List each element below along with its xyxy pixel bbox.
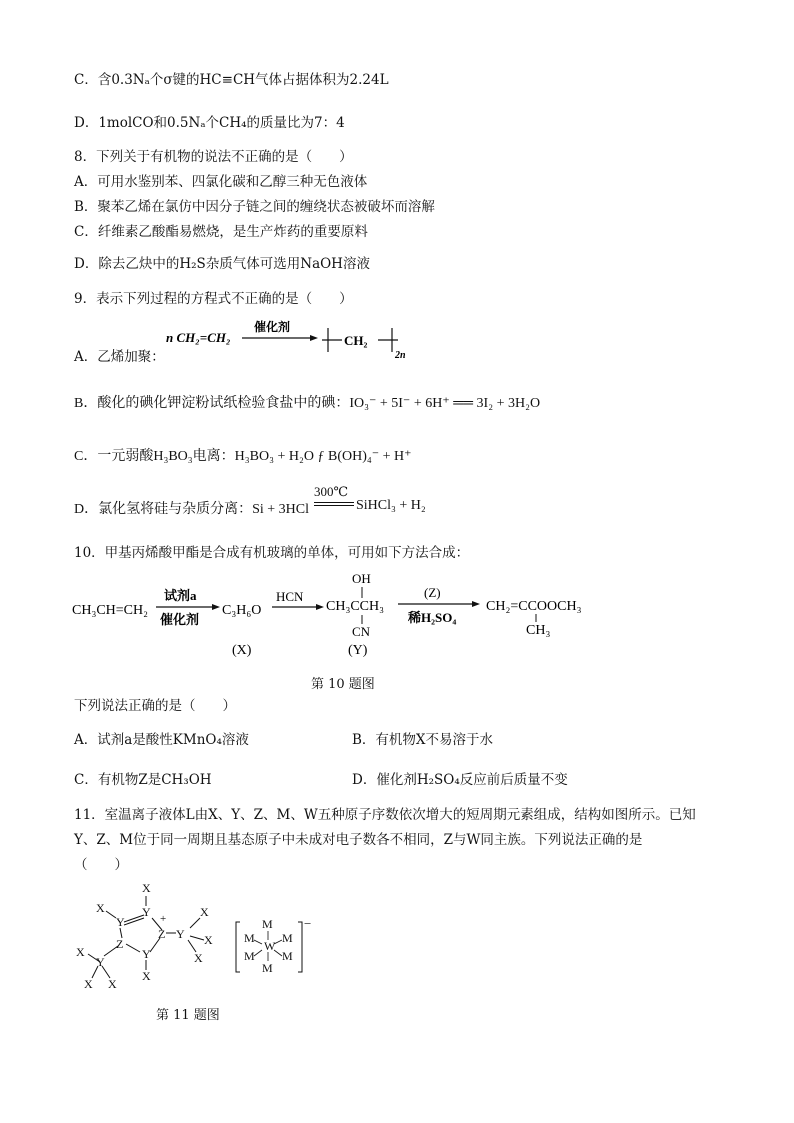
- q9-a-subscript: 2n: [395, 350, 406, 361]
- q8-option-d: D．除去乙炔中的H₂S杂质气体可选用NaOH溶液: [74, 256, 370, 272]
- q10-z-label: (Z): [424, 585, 441, 600]
- q10-y-label: (Y): [348, 643, 368, 658]
- q11-stem-line3: （ ）: [74, 857, 128, 873]
- q10-option-b: B．有机物X不易溶于水: [352, 732, 494, 748]
- q10-y-cn: CN: [352, 624, 371, 639]
- q9-option-c: C．一元弱酸H₃BO₃电离：H₃BO₃ + H₂O ƒ B(OH)₄⁻ + H⁺: [74, 449, 412, 464]
- q11-atom-m: M: [244, 949, 255, 963]
- q9-stem: 9．表示下列过程的方程式不正确的是（ ）: [74, 291, 353, 307]
- q11-charge-minus: −: [304, 916, 312, 931]
- q9-a-catalyst: 催化剂: [254, 320, 291, 334]
- q11-atom-w: W: [264, 939, 276, 953]
- q11-atom-x: X: [84, 977, 93, 991]
- q11-atom-m: M: [282, 949, 293, 963]
- q11-atom-y: Y: [176, 927, 185, 941]
- q9-a-product: CH₂: [344, 333, 368, 348]
- q11-atom-y: Y: [116, 915, 125, 929]
- q9-d-products: SiHCl₃ + H₂: [356, 498, 426, 513]
- q11-atom-m: M: [244, 931, 255, 945]
- q10-stem: 10．甲基丙烯酸甲酯是合成有机玻璃的单体，可用如下方法合成：: [74, 545, 470, 561]
- q10-acid: 稀H₂SO₄: [408, 610, 457, 625]
- q10-product: CH₂=CCOOCH₃: [486, 599, 582, 614]
- q10-x-formula: C₃H₆O: [222, 603, 262, 618]
- q10-reagent-a: 试剂a: [164, 588, 197, 603]
- q11-atom-x: X: [76, 945, 85, 959]
- q9-d-condition: 300℃: [314, 484, 349, 499]
- q9-option-d: [74, 484, 494, 520]
- q11-atom-x: X: [96, 901, 105, 915]
- q11-stem-line2: Y、Z、M位于同一周期且基态原子中未成对电子数各不相同，Z与W同主族。下列说法正确的是: [74, 832, 643, 848]
- q11-structure-figure: [68, 878, 318, 998]
- q9-option-b: B．酸化的碘化钾淀粉试纸检验食盐中的碘：IO₃⁻ + 5I⁻ + 6H⁺ ══ 3I₂ + 3H₂O: [74, 396, 541, 411]
- q11-figure-caption: 第 11 题图: [156, 1008, 220, 1023]
- q10-y-oh: OH: [352, 571, 371, 586]
- q10-question: 下列说法正确的是（ ）: [74, 698, 236, 714]
- q10-catalyst: 催化剂: [160, 612, 200, 627]
- q7-option-d: D．1molCO和0.5Nₐ个CH₄的质量比为7：4: [74, 115, 345, 131]
- q11-atom-m: M: [262, 917, 273, 931]
- q8-stem: 8．下列关于有机物的说法不正确的是（ ）: [74, 149, 353, 165]
- q11-atom-x: X: [142, 881, 151, 895]
- q11-atom-m: M: [262, 961, 273, 975]
- q11-atom-y: Y: [96, 955, 105, 969]
- q11-atom-z: Z: [116, 937, 124, 951]
- q9-option-a-label: A．乙烯加聚：: [74, 349, 165, 365]
- q7-option-c: C．含0.3Nₐ个σ键的HC≡CH气体占据体积为2.24L: [74, 72, 389, 88]
- q11-atom-x: X: [194, 951, 203, 965]
- q9-a-reactant: n CH₂=CH₂: [166, 330, 231, 345]
- q11-charge-plus: +: [160, 913, 167, 925]
- q8-option-c: C．纤维素乙酸酯易燃烧，是生产炸药的重要原料: [74, 224, 368, 240]
- q10-option-c: C．有机物Z是CH₃OH: [74, 772, 212, 788]
- q10-x-label: (X): [232, 643, 252, 658]
- q9-polymerization-equation: [164, 318, 414, 368]
- q8-option-b: B．聚苯乙烯在氯仿中因分子链之间的缠绕状态被破坏而溶解: [74, 199, 435, 215]
- q10-hcn: HCN: [276, 589, 304, 604]
- q11-atom-x: X: [204, 933, 213, 947]
- q10-figure-caption: 第 10 题图: [311, 677, 375, 692]
- q11-atom-x: X: [200, 905, 209, 919]
- q10-synthesis-scheme: [72, 566, 612, 662]
- q10-option-a: A．试剂a是酸性KMnO₄溶液: [74, 732, 249, 748]
- q10-start: CH₃CH=CH₂: [72, 603, 149, 618]
- q11-atom-y: Y: [142, 905, 151, 919]
- q9-d-equals-sign: [314, 502, 354, 506]
- q8-option-a: A．可用水鉴别苯、四氯化碳和乙醇三种无色液体: [74, 174, 368, 190]
- q10-product-ch3: CH₃: [526, 623, 551, 638]
- q11-atom-x: X: [108, 977, 117, 991]
- q11-atom-m: M: [282, 931, 293, 945]
- q9-d-label: D．氯化氢将硅与杂质分离：Si + 3HCl: [74, 502, 310, 517]
- q11-atom-x: X: [142, 969, 151, 983]
- q10-option-d: D．催化剂H₂SO₄反应前后质量不变: [352, 772, 568, 788]
- q11-atom-y: Y: [142, 947, 151, 961]
- q10-y-main: CH₃CCH₃: [326, 599, 384, 614]
- q11-stem-line1: 11．室温离子液体L由X、Y、Z、M、W五种原子序数依次增大的短周期元素组成，结构如图所示。已知: [74, 807, 696, 823]
- q11-atom-z: Z: [158, 927, 166, 941]
